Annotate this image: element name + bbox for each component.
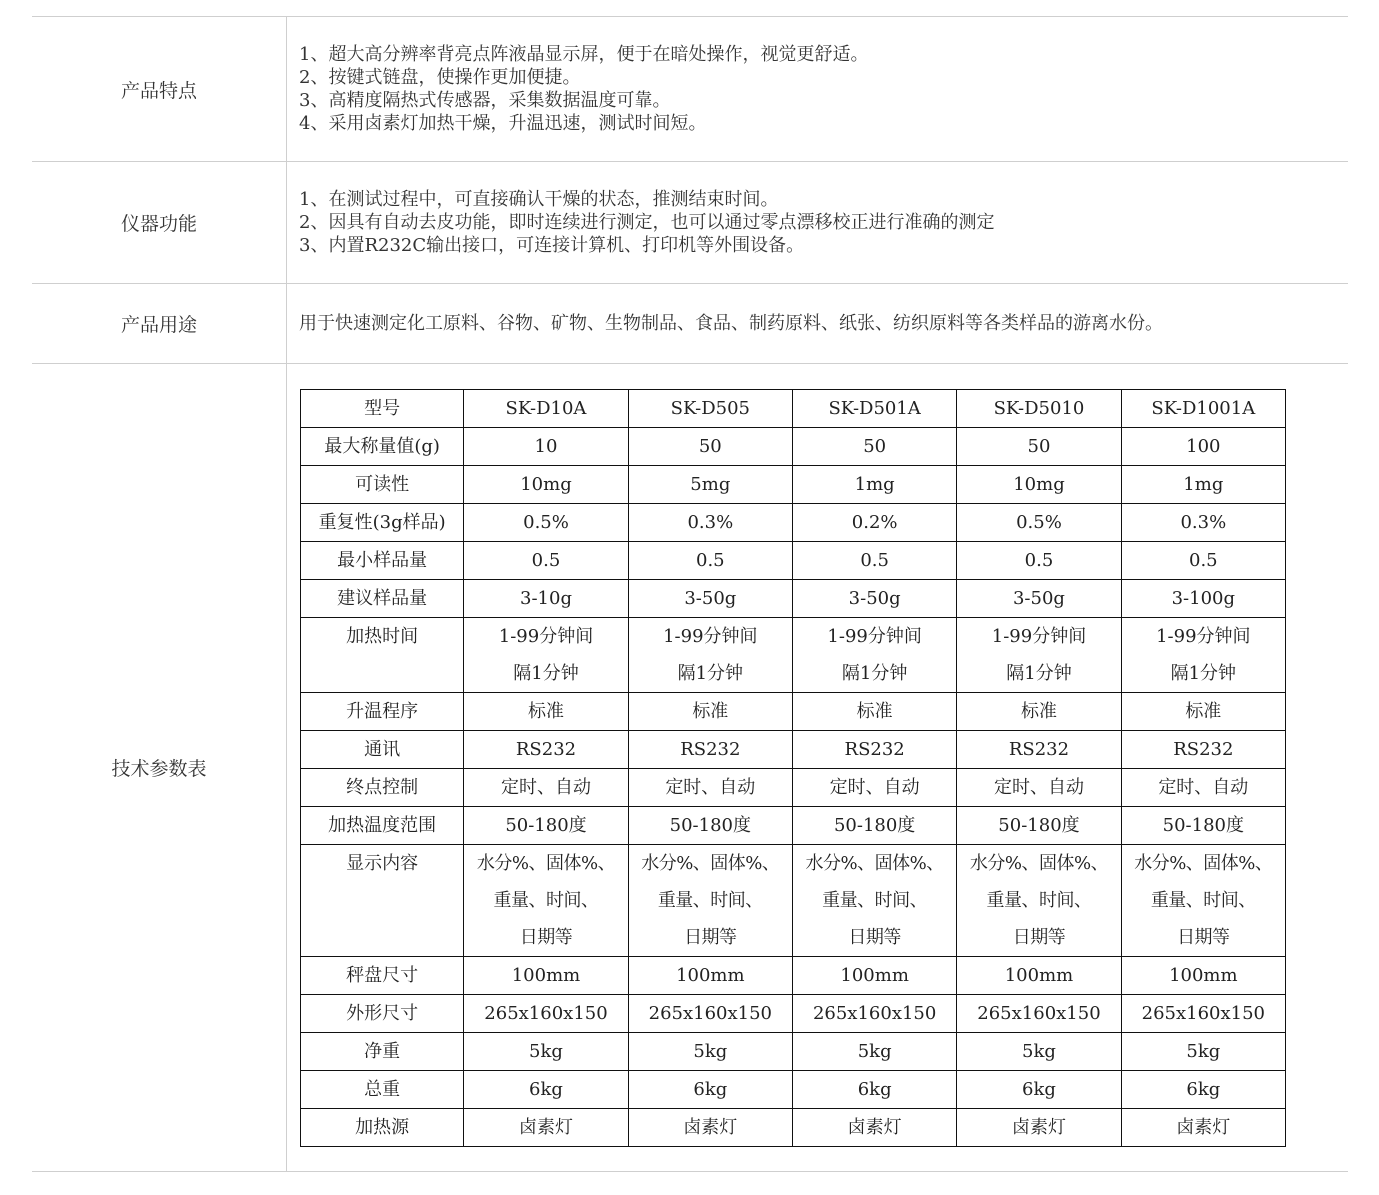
spec-cell: 0.3%: [1121, 503, 1285, 541]
spec-cell: 6kg: [957, 1070, 1121, 1108]
spec-cell: RS232: [792, 730, 956, 768]
spec-cell: 0.5%: [464, 503, 628, 541]
spec-cell: 100: [1121, 427, 1285, 465]
spec-row-header: 净重: [301, 1032, 464, 1070]
specs-label: 技术参数表: [32, 364, 287, 1172]
spec-cell: 3-100g: [1121, 579, 1285, 617]
spec-row: [301, 994, 1286, 1032]
spec-cell: 1mg: [1121, 465, 1285, 503]
spec-cell: SK-D501A: [792, 389, 956, 427]
spec-cell: 0.5: [792, 541, 956, 579]
spec-cell: 5kg: [957, 1032, 1121, 1070]
spec-cell: 6kg: [792, 1070, 956, 1108]
spec-cell: 1mg: [792, 465, 956, 503]
spec-cell: 0.5: [464, 541, 628, 579]
spec-cell: 50: [957, 427, 1121, 465]
spec-cell: 3-50g: [628, 579, 792, 617]
spec-cell: 定时、自动: [957, 768, 1121, 806]
spec-cell: SK-D10A: [464, 389, 628, 427]
spec-cell: 50: [628, 427, 792, 465]
spec-row: [301, 1070, 1286, 1108]
spec-cell: 5mg: [628, 465, 792, 503]
spec-cell: SK-D505: [628, 389, 792, 427]
spec-row-header: 总重: [301, 1070, 464, 1108]
spec-cell: RS232: [464, 730, 628, 768]
spec-cell: 0.5%: [957, 503, 1121, 541]
spec-table: [300, 389, 1286, 1147]
spec-cell: 1-99分钟间 隔1分钟: [957, 617, 1121, 692]
feature-line: 2、按键式链盘，使操作更加便捷。: [299, 67, 581, 88]
usage-row: [32, 284, 1348, 364]
spec-cell: 3-50g: [957, 579, 1121, 617]
spec-row-header: 加热时间: [301, 617, 464, 692]
spec-cell: 0.5: [628, 541, 792, 579]
spec-cell: 标准: [1121, 692, 1285, 730]
spec-cell: 50-180度: [957, 806, 1121, 844]
spec-cell: 50-180度: [792, 806, 956, 844]
spec-cell: 1-99分钟间 隔1分钟: [792, 617, 956, 692]
spec-row: [301, 806, 1286, 844]
spec-cell: 10mg: [957, 465, 1121, 503]
spec-cell: SK-D1001A: [1121, 389, 1285, 427]
spec-cell: 5kg: [464, 1032, 628, 1070]
spec-row-header: 加热源: [301, 1108, 464, 1146]
spec-cell: 3-50g: [792, 579, 956, 617]
spec-cell: 265x160x150: [957, 994, 1121, 1032]
functions-label: 仪器功能: [32, 162, 287, 284]
spec-row-header: 升温程序: [301, 692, 464, 730]
spec-cell: 6kg: [628, 1070, 792, 1108]
spec-cell: RS232: [1121, 730, 1285, 768]
spec-row-header: 建议样品量: [301, 579, 464, 617]
spec-cell: 0.2%: [792, 503, 956, 541]
spec-row: [301, 1032, 1286, 1070]
spec-cell: 50-180度: [628, 806, 792, 844]
features-content: [287, 17, 1349, 162]
spec-row: [301, 427, 1286, 465]
function-line: 2、因具有自动去皮功能，即时连续进行测定，也可以通过零点漂移校正进行准确的测定: [299, 212, 995, 233]
spec-cell: 定时、自动: [1121, 768, 1285, 806]
spec-row: [301, 844, 1286, 956]
spec-cell: 1-99分钟间 隔1分钟: [1121, 617, 1285, 692]
spec-cell: 标准: [957, 692, 1121, 730]
specs-row: [32, 364, 1348, 1172]
spec-cell: 100mm: [792, 956, 956, 994]
spec-row-header: 显示内容: [301, 844, 464, 956]
spec-cell: 1-99分钟间 隔1分钟: [628, 617, 792, 692]
specs-content: [287, 364, 1349, 1172]
product-info-table: [32, 16, 1348, 1172]
spec-cell: 5kg: [792, 1032, 956, 1070]
spec-cell: 水分%、固体%、 重量、时间、 日期等: [628, 844, 792, 956]
spec-cell: 卤素灯: [1121, 1108, 1285, 1146]
spec-cell: 6kg: [1121, 1070, 1285, 1108]
spec-cell: 1-99分钟间 隔1分钟: [464, 617, 628, 692]
spec-cell: 水分%、固体%、 重量、时间、 日期等: [1121, 844, 1285, 956]
spec-cell: 100mm: [1121, 956, 1285, 994]
spec-cell: 卤素灯: [957, 1108, 1121, 1146]
usage-content: [287, 284, 1349, 364]
spec-cell: 定时、自动: [628, 768, 792, 806]
spec-row-header: 重复性(3g样品): [301, 503, 464, 541]
functions-row: [32, 162, 1348, 284]
functions-content: [287, 162, 1349, 284]
spec-cell: 卤素灯: [792, 1108, 956, 1146]
spec-cell: RS232: [628, 730, 792, 768]
features-row: [32, 17, 1348, 162]
spec-row: [301, 541, 1286, 579]
spec-cell: 265x160x150: [464, 994, 628, 1032]
spec-cell: 100mm: [464, 956, 628, 994]
spec-cell: 卤素灯: [628, 1108, 792, 1146]
spec-cell: 水分%、固体%、 重量、时间、 日期等: [792, 844, 956, 956]
function-line: 3、内置R232C输出接口，可连接计算机、打印机等外围设备。: [299, 235, 805, 256]
spec-row: [301, 956, 1286, 994]
spec-row: [301, 389, 1286, 427]
spec-cell: SK-D5010: [957, 389, 1121, 427]
spec-row: [301, 692, 1286, 730]
spec-cell: 50-180度: [1121, 806, 1285, 844]
spec-row-header: 可读性: [301, 465, 464, 503]
feature-line: 3、高精度隔热式传感器，采集数据温度可靠。: [299, 90, 671, 111]
usage-text: 用于快速测定化工原料、谷物、矿物、生物制品、食品、制药原料、纸张、纺织原料等各类样品的游离水份。: [299, 313, 1163, 334]
spec-row: [301, 617, 1286, 692]
spec-row-header: 通讯: [301, 730, 464, 768]
spec-row: [301, 768, 1286, 806]
spec-cell: 水分%、固体%、 重量、时间、 日期等: [464, 844, 628, 956]
spec-cell: RS232: [957, 730, 1121, 768]
spec-cell: 卤素灯: [464, 1108, 628, 1146]
spec-row: [301, 465, 1286, 503]
spec-cell: 标准: [628, 692, 792, 730]
spec-cell: 100mm: [628, 956, 792, 994]
spec-row-header: 终点控制: [301, 768, 464, 806]
spec-cell: 定时、自动: [792, 768, 956, 806]
spec-cell: 5kg: [628, 1032, 792, 1070]
usage-label: 产品用途: [32, 284, 287, 364]
features-label: 产品特点: [32, 17, 287, 162]
spec-cell: 标准: [792, 692, 956, 730]
spec-cell: 100mm: [957, 956, 1121, 994]
spec-row: [301, 503, 1286, 541]
spec-row: [301, 730, 1286, 768]
spec-cell: 265x160x150: [792, 994, 956, 1032]
feature-line: 4、采用卤素灯加热干燥，升温迅速，测试时间短。: [299, 113, 707, 134]
spec-row-header: 最小样品量: [301, 541, 464, 579]
feature-line: 1、超大高分辨率背亮点阵液晶显示屏，便于在暗处操作，视觉更舒适。: [299, 44, 869, 65]
spec-row: [301, 579, 1286, 617]
spec-row-header: 最大称量值(g): [301, 427, 464, 465]
spec-cell: 3-10g: [464, 579, 628, 617]
spec-row-header: 加热温度范围: [301, 806, 464, 844]
spec-cell: 10: [464, 427, 628, 465]
spec-cell: 50: [792, 427, 956, 465]
spec-row: [301, 1108, 1286, 1146]
spec-cell: 5kg: [1121, 1032, 1285, 1070]
spec-cell: 0.5: [1121, 541, 1285, 579]
spec-cell: 265x160x150: [1121, 994, 1285, 1032]
spec-row-header: 型号: [301, 389, 464, 427]
spec-cell: 定时、自动: [464, 768, 628, 806]
spec-row-header: 外形尺寸: [301, 994, 464, 1032]
spec-cell: 50-180度: [464, 806, 628, 844]
spec-row-header: 秤盘尺寸: [301, 956, 464, 994]
spec-cell: 0.5: [957, 541, 1121, 579]
function-line: 1、在测试过程中，可直接确认干燥的状态，推测结束时间。: [299, 189, 779, 210]
spec-cell: 标准: [464, 692, 628, 730]
spec-cell: 0.3%: [628, 503, 792, 541]
spec-cell: 10mg: [464, 465, 628, 503]
spec-cell: 水分%、固体%、 重量、时间、 日期等: [957, 844, 1121, 956]
spec-cell: 6kg: [464, 1070, 628, 1108]
spec-cell: 265x160x150: [628, 994, 792, 1032]
